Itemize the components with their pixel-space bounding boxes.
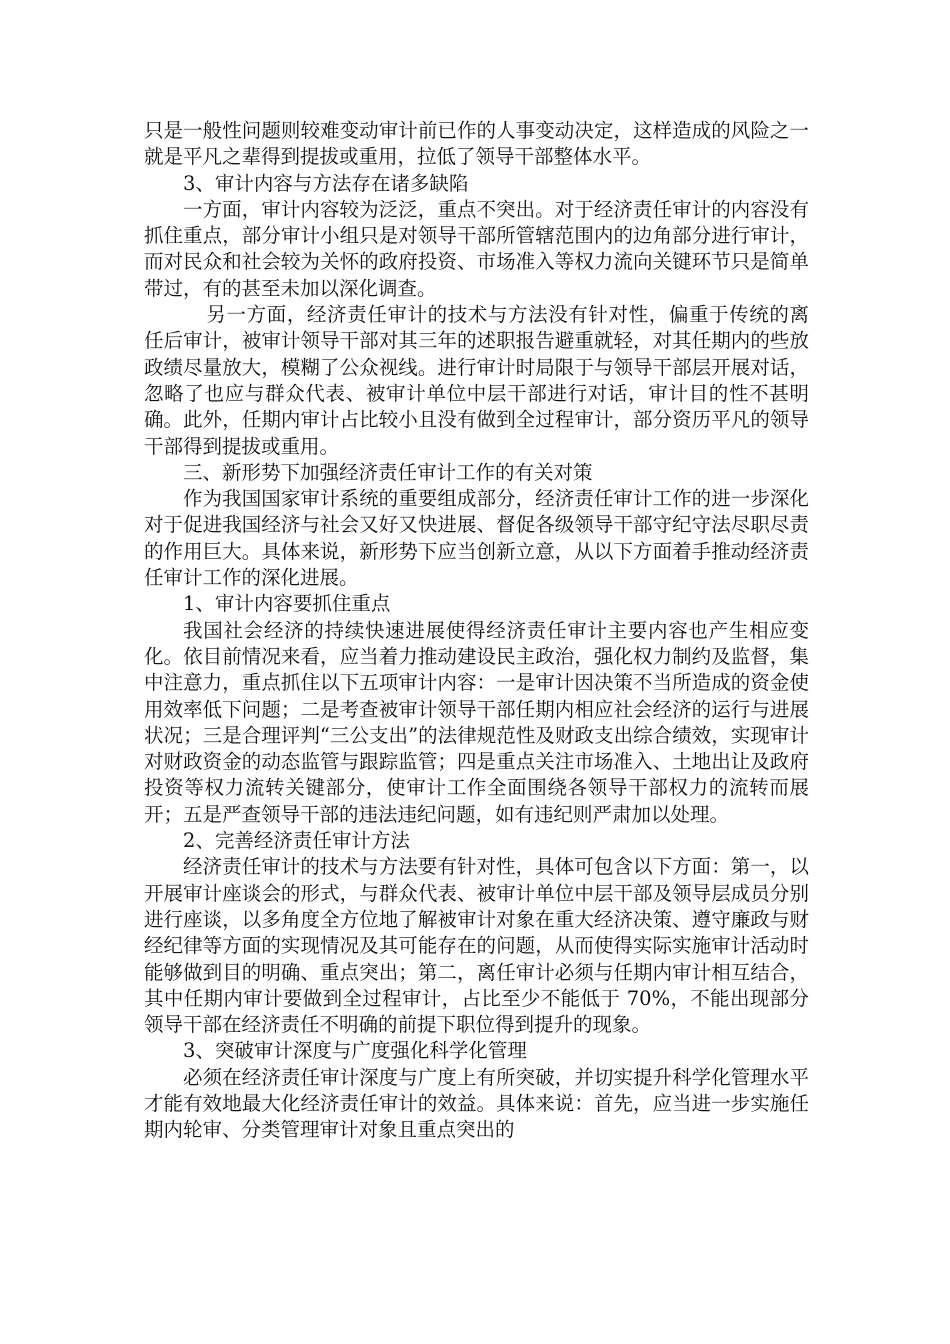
section-heading-focus-content: 1、审计内容要抓住重点 [183,592,391,616]
paragraph-countermeasures-intro: 作为我国国家审计系统的重要组成部分，经济责任审计工作的进一步深化对于促进我国经济与社会又好又快进展、督促各级领导干部守纪守法尽职尽责的作用巨大。具体来说，新形势下应当创新立意，从以下方面着手推动经济责任审计工作的深化进展。 [144,487,809,590]
section-heading-depth-breadth: 3、突破审计深度与广度强化科学化管理 [183,1039,527,1063]
document-body [144,118,809,1144]
paragraph-content-broad: 一方面，审计内容较为泛泛，重点不突出。对于经济责任审计的内容没有抓住重点，部分审计小组只是对领导干部所管辖范围内的边角部分进行审计，而对民众和社会较为关怀的政府投资、市场准入等权力流向关键环节只是简单带过，有的甚至未加以深化调查。 [144,197,809,300]
paragraph-depth-breadth: 必须在经济责任审计深度与广度上有所突破，并切实提升科学化管理水平才能有效地最大化经济责任审计的效益。具体来说：首先，应当进一步实施任期内轮审、分类管理审计对象且重点突出的 [144,1065,809,1142]
paragraph-methods-details: 经济责任审计的技术与方法要有针对性，具体可包含以下方面：第一，以开展审计座谈会的形式，与群众代表、被审计单位中层干部及领导层成员分别进行座谈，以多角度全方位地了解被审计对象在重大经济决策、遵守廉政与财经纪律等方面的实现情况及其可能存在的问题，从而使得实际实施审计活动时能够做到目的明确、重点突出；第二，离任审计必须与任期内审计相互结合，其中任期内审计要做到全过程审计，占比至少不能低于 70%，不能出现部分领导干部在经济责任不明确的前提下职位得到提升的现象。 [144,855,809,1037]
paragraph-methods-not-targeted: 另一方面，经济责任审计的技术与方法没有针对性，偏重于传统的离任后审计，被审计领导干部对其三年的述职报告避重就轻，对其任期内的些放政绩尽量放大，模糊了公众视线。进行审计时局限于与领导干部层开展对话，忽略了也应与群众代表、被审计单位中层干部进行对话，审计目的性不甚明确。此外，任期内审计占比较小且没有做到全过程审计，部分资历平凡的领导干部得到提拔或重用。 [144,303,809,458]
paragraph-continuation: 只是一般性问题则较难变动审计前已作的人事变动决定，这样造成的风险之一就是平凡之辈得到提拔或重用，拉低了领导干部整体水平。 [144,119,809,169]
section-heading-audit-defects: 3、审计内容与方法存在诸多缺陷 [183,171,469,195]
section-heading-countermeasures: 三、新形势下加强经济责任审计工作的有关对策 [183,460,593,484]
paragraph-five-audit-items: 我国社会经济的持续快速进展使得经济责任审计主要内容也产生相应变化。依目前情况来看，应当着力推动建设民主政治，强化权力制约及监督，集中注意力，重点抓住以下五项审计内容：一是审计因决策不当所造成的资金使用效率低下问题；二是考查被审计领导干部任期内相应社会经济的运行与进展状况；三是合理评判“三公支出”的法律规范性及财政支出综合绩效，实现审计对财政资金的动态监管与跟踪监管；四是重点关注市场准入、土地出让及政府投资等权力流转关键部分，使审计工作全面围绕各领导干部权力的流转而展开；五是严查领导干部的违法违纪问题，如有违纪则严肃加以处理。 [144,618,809,826]
section-heading-improve-methods: 2、完善经济责任审计方法 [183,829,410,853]
